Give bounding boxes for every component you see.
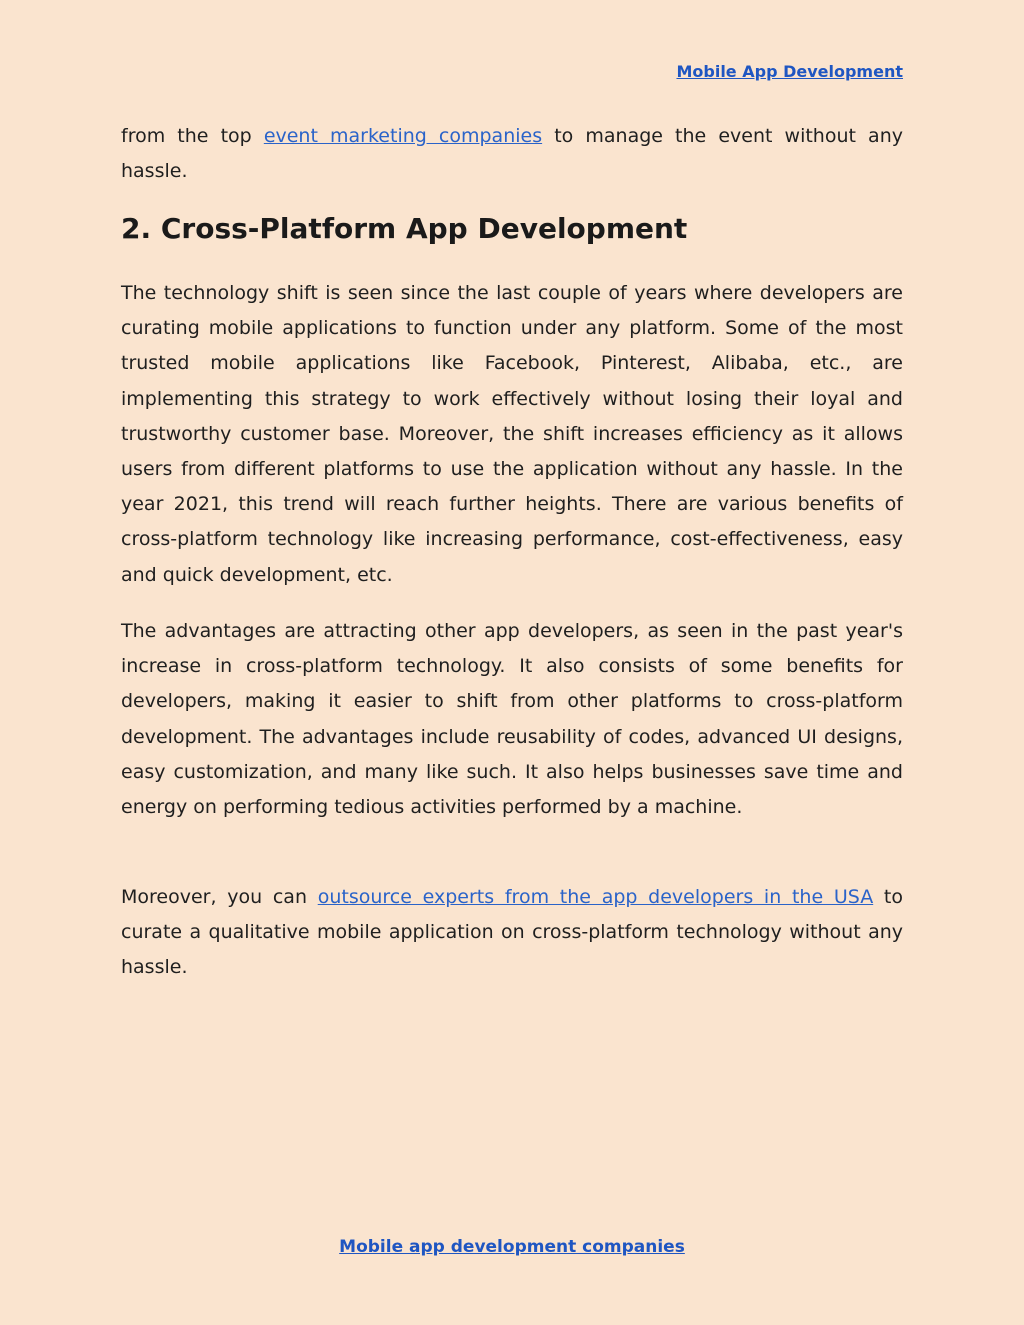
intro-text-after: to manage the event without any hassle. bbox=[121, 125, 903, 183]
intro-text-before: from the top bbox=[121, 125, 264, 147]
closing-text-before: Moreover, you can bbox=[121, 886, 318, 908]
paragraph-cross-platform-shift: The technology shift is seen since the last couple of years where developers are curating mobile applications to function under any platform. Some of the most trusted mobile applications like Facebook, Pinterest, Alibaba, etc., are implementing this strategy to work effectively without losing their loyal and trustworthy customer base. Moreover, the shift increases efficiency as it allows users from different platforms to use the application without any hassle. In the year 2021, this trend will reach further heights. There are various benefits of cross-platform technology like increasing performance, cost-effectiveness, easy and quick development, etc. bbox=[121, 282, 903, 586]
intro-paragraph bbox=[121, 119, 903, 189]
paragraph-advantages: The advantages are attracting other app developers, as seen in the past year's increase in cross-platform technology. It also consists of some benefits for developers, making it easier to shift from other platforms to cross-platform development. The advantages include reusability of codes, advanced UI designs, easy customization, and many like such. It also helps businesses save time and energy on performing tedious activities performed by a machine. bbox=[121, 620, 903, 819]
document-page bbox=[121, 0, 903, 1325]
closing-text-after: to curate a qualitative mobile application on cross-platform technology without any hassle. bbox=[121, 886, 903, 979]
paragraph-closing bbox=[121, 880, 903, 986]
outsource-experts-link[interactable]: outsource experts from the app developers in the USA bbox=[317, 886, 874, 908]
event-marketing-companies-link[interactable]: event marketing companies bbox=[263, 125, 543, 147]
header-link-mobile-app-development[interactable]: Mobile App Development bbox=[676, 62, 903, 81]
section-heading: 2. Cross-Platform App Development bbox=[121, 212, 688, 245]
footer bbox=[121, 1237, 903, 1257]
footer-link-mobile-app-development-companies[interactable]: Mobile app development companies bbox=[339, 1237, 685, 1257]
